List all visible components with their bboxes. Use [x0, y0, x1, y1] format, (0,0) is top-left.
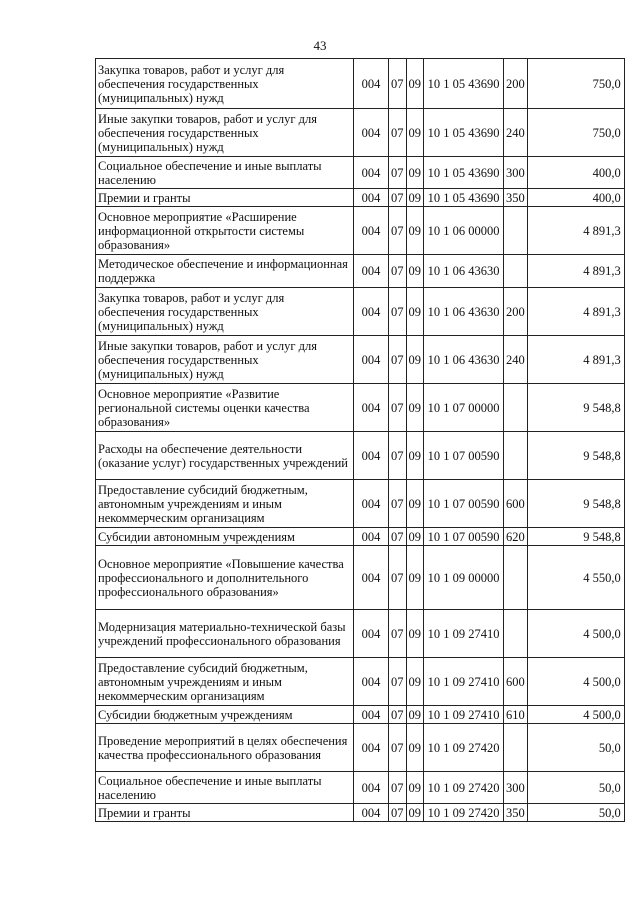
section-code: 07 — [389, 804, 407, 822]
expense-type-code: 620 — [504, 528, 528, 546]
amount: 4 891,3 — [527, 288, 624, 336]
row-name: Субсидии автономным учреждениям — [96, 528, 354, 546]
amount: 9 548,8 — [527, 480, 624, 528]
subsection-code: 09 — [406, 189, 424, 207]
section-code: 07 — [389, 432, 407, 480]
expense-type-code — [504, 207, 528, 255]
table-row — [96, 658, 625, 706]
admin-code: 004 — [354, 480, 389, 528]
amount: 9 548,8 — [527, 432, 624, 480]
table-row — [96, 772, 625, 804]
amount: 400,0 — [527, 189, 624, 207]
target-article-code: 10 1 09 27410 — [424, 658, 504, 706]
amount: 50,0 — [527, 804, 624, 822]
expense-type-code: 300 — [504, 772, 528, 804]
row-name: Закупка товаров, работ и услуг для обеспечения государственных (муниципальных) нужд — [96, 59, 354, 109]
section-code: 07 — [389, 706, 407, 724]
admin-code: 004 — [354, 610, 389, 658]
admin-code: 004 — [354, 109, 389, 157]
target-article-code: 10 1 05 43690 — [424, 157, 504, 189]
subsection-code: 09 — [406, 288, 424, 336]
section-code: 07 — [389, 658, 407, 706]
target-article-code: 10 1 09 27420 — [424, 804, 504, 822]
target-article-code: 10 1 05 43690 — [424, 189, 504, 207]
expense-type-code: 600 — [504, 658, 528, 706]
table-row — [96, 207, 625, 255]
expense-type-code — [504, 432, 528, 480]
table-row — [96, 59, 625, 109]
admin-code: 004 — [354, 255, 389, 288]
admin-code: 004 — [354, 207, 389, 255]
subsection-code: 09 — [406, 528, 424, 546]
target-article-code: 10 1 09 27410 — [424, 706, 504, 724]
admin-code: 004 — [354, 724, 389, 772]
admin-code: 004 — [354, 804, 389, 822]
expense-type-code — [504, 546, 528, 610]
section-code: 07 — [389, 528, 407, 546]
page-number: 43 — [313, 38, 327, 53]
section-code: 07 — [389, 724, 407, 772]
table-row — [96, 384, 625, 432]
expense-type-code: 300 — [504, 157, 528, 189]
admin-code: 004 — [354, 288, 389, 336]
section-code: 07 — [389, 384, 407, 432]
table-row — [96, 804, 625, 822]
section-code: 07 — [389, 255, 407, 288]
target-article-code: 10 1 06 00000 — [424, 207, 504, 255]
target-article-code: 10 1 07 00590 — [424, 432, 504, 480]
expense-type-code: 350 — [504, 189, 528, 207]
row-name: Социальное обеспечение и иные выплаты населению — [96, 772, 354, 804]
expense-type-code — [504, 724, 528, 772]
section-code: 07 — [389, 157, 407, 189]
subsection-code: 09 — [406, 255, 424, 288]
target-article-code: 10 1 09 27410 — [424, 610, 504, 658]
admin-code: 004 — [354, 157, 389, 189]
target-article-code: 10 1 09 27420 — [424, 724, 504, 772]
admin-code: 004 — [354, 528, 389, 546]
amount: 9 548,8 — [527, 528, 624, 546]
amount: 750,0 — [527, 109, 624, 157]
amount: 4 891,3 — [527, 255, 624, 288]
budget-table-body — [96, 59, 625, 822]
expense-type-code: 200 — [504, 59, 528, 109]
expense-type-code: 240 — [504, 109, 528, 157]
expense-type-code: 350 — [504, 804, 528, 822]
table-row — [96, 255, 625, 288]
row-name: Модернизация материально-технической базы учреждений профессионального образования — [96, 610, 354, 658]
row-name: Премии и гранты — [96, 189, 354, 207]
subsection-code: 09 — [406, 384, 424, 432]
section-code: 07 — [389, 610, 407, 658]
section-code: 07 — [389, 336, 407, 384]
subsection-code: 09 — [406, 157, 424, 189]
table-row — [96, 109, 625, 157]
amount: 4 550,0 — [527, 546, 624, 610]
table-row — [96, 189, 625, 207]
admin-code: 004 — [354, 772, 389, 804]
amount: 4 500,0 — [527, 610, 624, 658]
admin-code: 004 — [354, 59, 389, 109]
row-name: Иные закупки товаров, работ и услуг для обеспечения государственных (муниципальных) нужд — [96, 109, 354, 157]
table-row — [96, 432, 625, 480]
expense-type-code: 200 — [504, 288, 528, 336]
amount: 750,0 — [527, 59, 624, 109]
subsection-code: 09 — [406, 59, 424, 109]
amount: 4 891,3 — [527, 207, 624, 255]
table-row — [96, 546, 625, 610]
subsection-code: 09 — [406, 706, 424, 724]
admin-code: 004 — [354, 546, 389, 610]
amount: 50,0 — [527, 724, 624, 772]
expense-type-code: 610 — [504, 706, 528, 724]
table-row — [96, 336, 625, 384]
target-article-code: 10 1 07 00590 — [424, 528, 504, 546]
target-article-code: 10 1 09 00000 — [424, 546, 504, 610]
table-row — [96, 706, 625, 724]
target-article-code: 10 1 07 00590 — [424, 480, 504, 528]
table-row — [96, 480, 625, 528]
admin-code: 004 — [354, 432, 389, 480]
row-name: Предоставление субсидий бюджетным, автономным учреждениям и иным некоммерческим организациям — [96, 658, 354, 706]
subsection-code: 09 — [406, 724, 424, 772]
subsection-code: 09 — [406, 480, 424, 528]
section-code: 07 — [389, 109, 407, 157]
amount: 50,0 — [527, 772, 624, 804]
subsection-code: 09 — [406, 804, 424, 822]
row-name: Расходы на обеспечение деятельности (оказание услуг) государственных учреждений — [96, 432, 354, 480]
target-article-code: 10 1 05 43690 — [424, 109, 504, 157]
admin-code: 004 — [354, 706, 389, 724]
target-article-code: 10 1 06 43630 — [424, 336, 504, 384]
section-code: 07 — [389, 207, 407, 255]
section-code: 07 — [389, 189, 407, 207]
target-article-code: 10 1 07 00000 — [424, 384, 504, 432]
target-article-code: 10 1 09 27420 — [424, 772, 504, 804]
row-name: Субсидии бюджетным учреждениям — [96, 706, 354, 724]
table-row — [96, 288, 625, 336]
section-code: 07 — [389, 546, 407, 610]
subsection-code: 09 — [406, 109, 424, 157]
target-article-code: 10 1 06 43630 — [424, 288, 504, 336]
row-name: Методическое обеспечение и информационная поддержка — [96, 255, 354, 288]
subsection-code: 09 — [406, 546, 424, 610]
amount: 400,0 — [527, 157, 624, 189]
amount: 4 500,0 — [527, 658, 624, 706]
row-name: Основное мероприятие «Повышение качества профессионального и дополнительного профессионального образования» — [96, 546, 354, 610]
row-name: Иные закупки товаров, работ и услуг для обеспечения государственных (муниципальных) нужд — [96, 336, 354, 384]
table-row — [96, 610, 625, 658]
row-name: Закупка товаров, работ и услуг для обеспечения государственных (муниципальных) нужд — [96, 288, 354, 336]
expense-type-code — [504, 610, 528, 658]
section-code: 07 — [389, 480, 407, 528]
amount: 4 500,0 — [527, 706, 624, 724]
table-row — [96, 724, 625, 772]
target-article-code: 10 1 06 43630 — [424, 255, 504, 288]
expense-type-code — [504, 384, 528, 432]
row-name: Проведение мероприятий в целях обеспечения качества профессионального образования — [96, 724, 354, 772]
table-row — [96, 528, 625, 546]
expense-type-code: 600 — [504, 480, 528, 528]
section-code: 07 — [389, 59, 407, 109]
expense-type-code — [504, 255, 528, 288]
row-name: Премии и гранты — [96, 804, 354, 822]
amount: 4 891,3 — [527, 336, 624, 384]
subsection-code: 09 — [406, 432, 424, 480]
section-code: 07 — [389, 772, 407, 804]
expense-type-code: 240 — [504, 336, 528, 384]
subsection-code: 09 — [406, 658, 424, 706]
row-name: Основное мероприятие «Расширение информационной открытости системы образования» — [96, 207, 354, 255]
subsection-code: 09 — [406, 610, 424, 658]
subsection-code: 09 — [406, 336, 424, 384]
admin-code: 004 — [354, 336, 389, 384]
subsection-code: 09 — [406, 772, 424, 804]
admin-code: 004 — [354, 384, 389, 432]
row-name: Социальное обеспечение и иные выплаты населению — [96, 157, 354, 189]
amount: 9 548,8 — [527, 384, 624, 432]
section-code: 07 — [389, 288, 407, 336]
subsection-code: 09 — [406, 207, 424, 255]
budget-table — [95, 58, 625, 822]
table-row — [96, 157, 625, 189]
admin-code: 004 — [354, 189, 389, 207]
target-article-code: 10 1 05 43690 — [424, 59, 504, 109]
row-name: Основное мероприятие «Развитие региональной системы оценки качества образования» — [96, 384, 354, 432]
admin-code: 004 — [354, 658, 389, 706]
row-name: Предоставление субсидий бюджетным, автономным учреждениям и иным некоммерческим организациям — [96, 480, 354, 528]
